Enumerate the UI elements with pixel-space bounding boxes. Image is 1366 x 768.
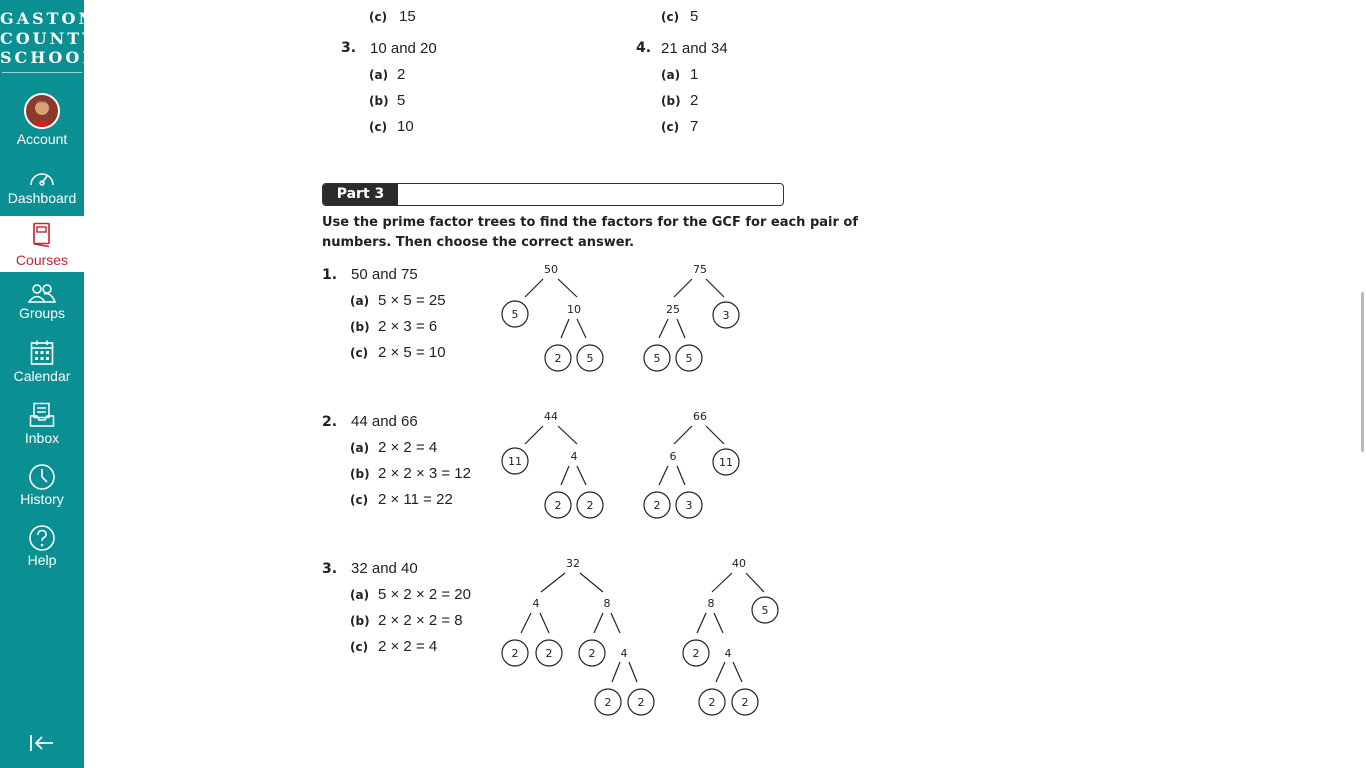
tree-node: 2 bbox=[637, 696, 645, 709]
option-value: 1 bbox=[690, 66, 699, 83]
option-value: 5 bbox=[397, 92, 406, 109]
account-avatar bbox=[24, 93, 60, 129]
option-label: (a) bbox=[661, 68, 681, 82]
question-title: 50 and 75 bbox=[351, 266, 418, 283]
option-value[interactable]: 2 × 5 = 10 bbox=[378, 344, 446, 361]
dashboard-icon bbox=[28, 167, 56, 189]
option-label: (a) bbox=[369, 68, 389, 82]
question-number: 3. bbox=[322, 561, 338, 577]
nav-help[interactable]: Help bbox=[0, 524, 84, 568]
option-label: (c) bbox=[369, 120, 388, 134]
option-value[interactable]: 2 × 2 × 3 = 12 bbox=[378, 465, 471, 482]
option-value: 2 bbox=[690, 92, 699, 109]
question-number: 2. bbox=[322, 414, 338, 430]
tree-node: 32 bbox=[566, 557, 580, 570]
question-number: 1. bbox=[322, 267, 338, 283]
option-value[interactable]: 2 × 2 × 2 = 8 bbox=[378, 612, 463, 629]
option-value: 5 bbox=[690, 8, 699, 25]
tree-node: 2 bbox=[554, 352, 562, 365]
courses-icon bbox=[32, 222, 52, 248]
nav-courses[interactable]: Courses bbox=[0, 216, 84, 272]
gaston-county-schools-logo[interactable]: GASTON COUNTY SCHOOLS bbox=[0, 9, 112, 67]
option-label: (b) bbox=[369, 94, 389, 108]
tree-node: 4 bbox=[570, 450, 578, 463]
tree-node: 2 bbox=[586, 499, 594, 512]
option-value[interactable]: 2 × 3 = 6 bbox=[378, 318, 438, 335]
tree-node: 2 bbox=[511, 647, 519, 660]
nav-calendar[interactable]: Calendar bbox=[0, 340, 84, 384]
option-value[interactable]: 5 × 5 = 25 bbox=[378, 292, 446, 309]
global-navigation bbox=[0, 0, 112, 768]
tree-node: 44 bbox=[544, 410, 558, 423]
tree-node: 2 bbox=[741, 696, 749, 709]
tree-node: 11 bbox=[719, 456, 733, 469]
tree-node: 5 bbox=[511, 308, 519, 321]
vertical-scrollbar[interactable] bbox=[1361, 292, 1364, 452]
help-icon bbox=[28, 524, 56, 552]
option-label[interactable]: (a) bbox=[350, 588, 370, 602]
part-3-label: Part 3 bbox=[323, 184, 398, 205]
tree-node: 4 bbox=[532, 597, 540, 610]
option-label[interactable]: (b) bbox=[350, 467, 370, 481]
inbox-icon bbox=[29, 402, 55, 428]
tree-node: 2 bbox=[653, 499, 661, 512]
tree-node: 66 bbox=[693, 410, 707, 423]
option-label[interactable]: (c) bbox=[350, 640, 369, 654]
question-number: 4. bbox=[636, 40, 652, 56]
option-value[interactable]: 5 × 2 × 2 = 20 bbox=[378, 586, 471, 603]
tree-node: 5 bbox=[586, 352, 594, 365]
tree-node: 2 bbox=[604, 696, 612, 709]
option-value[interactable]: 2 × 11 = 22 bbox=[378, 491, 453, 508]
tree-node: 10 bbox=[567, 303, 581, 316]
tree-node: 40 bbox=[732, 557, 746, 570]
groups-icon bbox=[27, 283, 57, 305]
option-value[interactable]: 2 × 2 = 4 bbox=[378, 439, 438, 456]
option-label[interactable]: (c) bbox=[350, 493, 369, 507]
option-value: 15 bbox=[399, 8, 416, 25]
nav-account[interactable]: Account bbox=[0, 93, 84, 147]
calendar-icon bbox=[30, 340, 54, 366]
prime-factor-trees bbox=[84, 0, 1366, 768]
tree-node: 2 bbox=[588, 647, 596, 660]
option-label[interactable]: (c) bbox=[350, 346, 369, 360]
instruction-text: Use the prime factor trees to find the factors for the GCF for each pair of bbox=[322, 215, 859, 230]
option-value[interactable]: 2 × 2 = 4 bbox=[378, 638, 438, 655]
nav-inbox[interactable]: Inbox bbox=[0, 402, 84, 446]
worksheet-content bbox=[84, 0, 1366, 768]
question-title: 32 and 40 bbox=[351, 560, 418, 577]
collapse-nav-button[interactable] bbox=[0, 732, 84, 754]
tree-node: 3 bbox=[722, 309, 730, 322]
tree-node: 5 bbox=[685, 352, 693, 365]
tree-node: 2 bbox=[692, 647, 700, 660]
tree-node: 5 bbox=[761, 604, 769, 617]
tree-node: 5 bbox=[653, 352, 661, 365]
option-value: 2 bbox=[397, 66, 406, 83]
option-label: (c) bbox=[661, 10, 680, 24]
option-value: 10 bbox=[397, 118, 414, 135]
nav-history[interactable]: History bbox=[0, 463, 84, 507]
option-label: (c) bbox=[369, 10, 388, 24]
option-label[interactable]: (b) bbox=[350, 320, 370, 334]
tree-node: 2 bbox=[545, 647, 553, 660]
option-label[interactable]: (a) bbox=[350, 294, 370, 308]
nav-dashboard[interactable]: Dashboard bbox=[0, 167, 84, 206]
tree-node: 3 bbox=[685, 499, 693, 512]
tree-node: 50 bbox=[544, 263, 558, 276]
tree-node: 25 bbox=[666, 303, 680, 316]
tree-node: 6 bbox=[669, 450, 677, 463]
option-label: (c) bbox=[661, 120, 680, 134]
instruction-text: numbers. Then choose the correct answer. bbox=[322, 235, 635, 250]
collapse-icon bbox=[28, 732, 56, 754]
question-title: 44 and 66 bbox=[351, 413, 418, 430]
tree-node: 4 bbox=[620, 647, 628, 660]
tree-node: 8 bbox=[707, 597, 715, 610]
tree-node: 75 bbox=[693, 263, 707, 276]
question-title: 21 and 34 bbox=[661, 40, 728, 57]
question-number: 3. bbox=[341, 40, 357, 56]
question-title: 10 and 20 bbox=[370, 40, 437, 57]
option-label[interactable]: (b) bbox=[350, 614, 370, 628]
tree-node: 4 bbox=[724, 647, 732, 660]
logo-divider bbox=[2, 72, 82, 73]
tree-node: 8 bbox=[603, 597, 611, 610]
nav-groups[interactable]: Groups bbox=[0, 283, 84, 321]
option-value: 7 bbox=[690, 118, 699, 135]
history-icon bbox=[28, 463, 56, 491]
option-label: (b) bbox=[661, 94, 681, 108]
tree-node: 2 bbox=[708, 696, 716, 709]
tree-node: 2 bbox=[554, 499, 562, 512]
tree-node: 11 bbox=[508, 455, 522, 468]
option-label[interactable]: (a) bbox=[350, 441, 370, 455]
